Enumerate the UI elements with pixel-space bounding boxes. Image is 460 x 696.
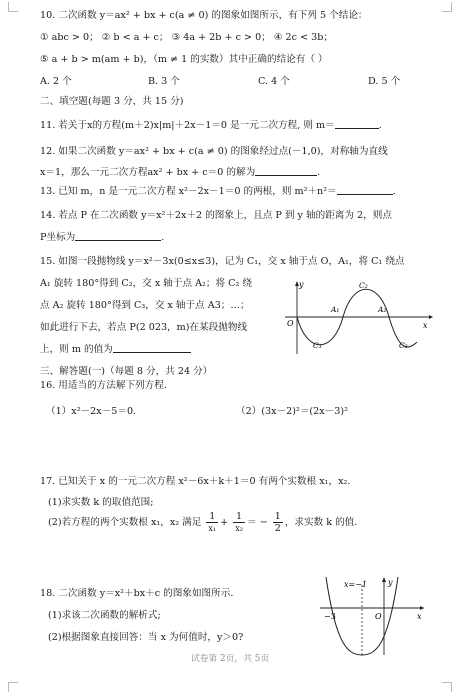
q15-line-2: A₁ 旋转 180°得到 C₂，交 x 轴于点 A₂；将 C₂ 绕 [40,278,252,289]
page-corner-mark [8,682,18,692]
q10-option-b: B. 3 个 [148,76,180,87]
q10-option-d: D. 5 个 [368,76,401,87]
answer-blank [75,240,161,241]
x-axis-label: x [417,612,422,621]
fraction-numerator: 1 [209,511,216,522]
q17-title: 17. 已知关于 x 的一元二次方程 x²－6x＋k＋1＝0 有两个实数根 x₁，x₂. [40,476,351,487]
q17-part-1: (1)求实数 k 的取值范围; [48,497,154,508]
wave-curve [297,289,417,347]
x-axis-arrow-icon [429,315,433,319]
answer-blank [337,194,393,195]
q13-text: 13. 已知 m，n 是一元二次方程 x²－2x－1＝0 的两根，则 m²＋n²＝ [40,186,337,197]
q16-part-2: （2）(3x－2)²＝(2x－3)² [236,406,348,417]
q18-part-1: (1)求该二次函数的解析式; [48,610,161,621]
q15-line-1: 15. 如图一段抛物线 y＝x²－3x(0≤x≤3)，记为 C₁，交 x 轴于点 O，A₁，将 C₁ 绕点 [40,256,405,267]
equals-sign: ＝ − [246,517,268,528]
symmetry-axis-label: x=−1 [344,580,368,589]
fraction-denominator: x₂ [235,524,243,533]
q10-statement-5: ⑤ a + b > m(am + b)，（m ≠ 1 的实数）其中正确的结论有（ ） [40,54,328,65]
q10-statements: ① abc > 0； ② b < a + c； ③ 4a + 2b + c > 0； ④ 2c < 3b； [40,32,333,43]
q18-parabola-graph [318,575,428,657]
page-footer: 试卷第 2页，共 5页 [190,654,270,664]
q14-line-2: P坐标为 . [40,232,165,243]
q16-part-1: （1）x²－2x－5＝0. [46,406,137,417]
page-corner-mark [442,2,452,12]
fraction-numerator: 1 [236,511,243,522]
q15-line-5 [40,344,191,356]
a1-label: A₁ [331,305,340,314]
fraction-denominator: x₁ [208,524,217,533]
q11-text: 11. 若关于x的方程(m＋2)x|m|＋2x－1＝0 是一元二次方程, 则 m＝ [40,120,335,131]
page-corner-mark [8,2,18,12]
plus-sign: + [220,517,229,528]
q12-line-2: x＝1，那么一元二次方程ax² + bx + c＝0 的解为 . [40,167,321,178]
x-axis-arrow-icon [420,606,424,610]
q14-line-1: 14. 若点 P 在二次函数 y＝x²＋2x＋2 的图象上，且点 P 到 y 轴的距离为 2，则点 [40,210,392,221]
section-2-heading: 二、填空题(每题 3 分，共 15 分) [40,96,184,107]
q15-text: 上，则 m 的值为 [40,344,113,355]
q11: 11. 若关于x的方程(m＋2)x|m|＋2x－1＝0 是一元二次方程, 则 m＝ . [40,120,382,131]
c1-label: C₁ [313,341,322,350]
q14-text: P坐标为 [40,232,76,243]
section-3-heading: 三、解答题(一)（每题 8 分，共 24 分） [40,366,213,377]
answer-blank [113,352,191,353]
q17-part-2-suffix: ，求实数 k 的值. [284,517,358,528]
q15-wave-graph [283,278,433,356]
q18-part-2: (2)根据图象直接回答：当 x 为何值时，y＞0? [48,632,244,643]
answer-blank [255,175,317,176]
q16-title: 16. 用适当的方法解下列方程. [40,380,167,391]
q17-part-2 [48,508,357,538]
q15-line-4: 如此进行下去，若点 P(2 023，m)在某段抛物线 [40,322,248,333]
y-axis-label: y [299,280,304,289]
page-corner-mark [442,682,452,692]
q10-option-c: C. 4 个 [258,76,290,87]
q13: 13. 已知 m，n 是一元二次方程 x²－2x－1＝0 的两根，则 m²＋n²＝ . [40,186,396,197]
y-axis-label: y [388,578,393,587]
q10-stem: 10. 二次函数 y＝ax² + bx + c(a ≠ 0) 的图象如图所示，有下列 5 个结论： [40,10,368,21]
fraction [233,511,245,534]
y-axis-arrow-icon [382,577,386,582]
fraction-numerator: 1 [274,511,281,522]
q10-option-a: A. 2 个 [40,76,72,87]
answer-blank [335,128,379,129]
q12-text: x＝1，那么一元二次方程ax² + bx + c＝0 的解为 [40,167,256,178]
a2-label: A₂ [378,305,387,314]
fraction [206,511,218,534]
q12-line-1: 12. 如果二次函数 y＝ax² + bx + c(a ≠ 0) 的图象经过点(－1,0)，对称轴为直线 [40,146,388,157]
c3-label: C₃ [399,341,408,350]
q15-line-3: 点 A₂ 旋转 180°得到 C₃，交 x 轴于点 A3；…； [40,300,250,311]
fraction-denominator: 2 [274,523,281,534]
fraction [273,511,283,534]
c2-label: C₂ [359,281,368,290]
root-label: −3 [324,612,336,621]
x-axis-label: x [423,321,428,330]
origin-label: O [287,319,294,328]
origin-label: O [375,612,382,621]
q18-title: 18. 二次函数 y＝x²＋bx＋c 的图象如图所示. [40,588,234,599]
q17-part-2-prefix: (2)若方程的两个实数根 x₁，x₂ 满足 [48,517,202,528]
